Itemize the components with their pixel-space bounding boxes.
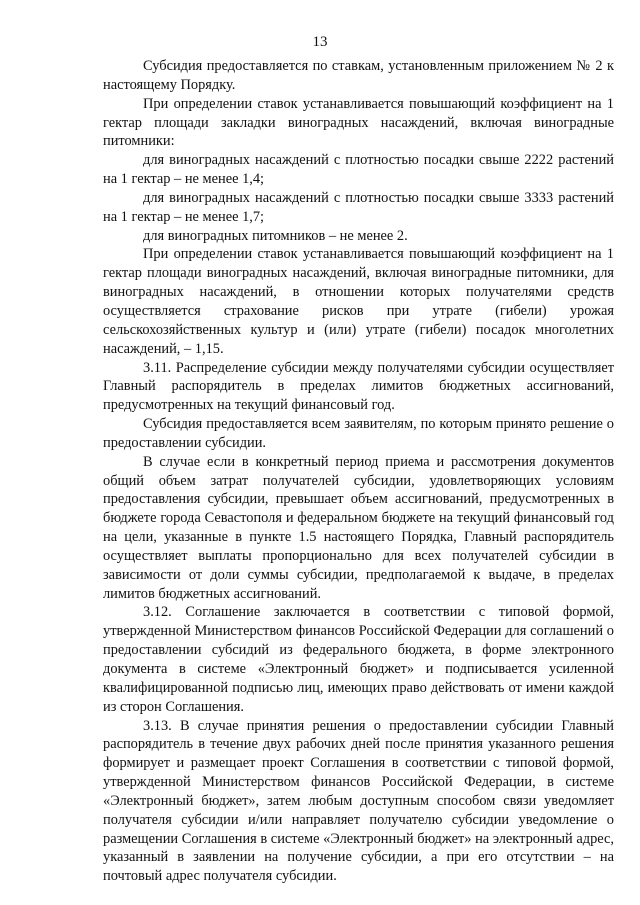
paragraph-3-12: 3.12. Соглашение заключается в соответствии с типовой формой, утвержденной Министерством финансов Российской Федерации для соглашений о предоставлении субсидий из федерального бюджета, в форме электронного документа в системе «Электронный бюджет» и подписывается усиленной квалифицированной подписью лиц, имеющих право действовать от имени каждой из сторон Соглашения. xyxy=(103,604,614,715)
paragraph-insurance-coefficient: При определении ставок устанавливается повышающий коэффициент на 1 гектар площади виноградных насаждений, включая виноградные питомники, для виноградных насаждений, в отношении которых получателями средств осуществляется страхование рисков при утрате (гибели) урожая сельскохозяйственных культур и (или) утрате (гибели) посадок многолетних насаждений, – 1,15. xyxy=(103,246,614,357)
paragraph-3-13: 3.13. В случае принятия решения о предоставлении субсидии Главный распорядитель в течение двух рабочих дней после принятия указанного решения формирует и размещает проект Соглашения в соответствии с типовой формой, утвержденной Министерством финансов Российской Федерации, в системе «Электронный бюджет», затем любым доступным способом связи уведомляет получателя субсидии и/или направляет получателю субсидии уведомление о размещении Соглашения в системе «Электронный бюджет» на электронный адрес, указанный в заявлении на получение субсидии, а при его отсутствии – на почтовый адрес получателя субсидии. xyxy=(103,717,614,885)
paragraph-3-11: 3.11. Распределение субсидии между получателями субсидии осуществляет Главный распорядитель в пределах лимитов бюджетных ассигнований, предусмотренных на текущий финансовый год. xyxy=(103,359,614,414)
paragraph-coefficient-intro: При определении ставок устанавливается повышающий коэффициент на 1 гектар площади закладки виноградных насаждений, включая виноградные питомники: xyxy=(103,95,614,150)
page-number: 13 xyxy=(312,34,328,50)
paragraph-density-2222: для виноградных насаждений с плотностью посадки свыше 2222 растений на 1 гектар – не менее 1,4; xyxy=(103,152,614,188)
paragraph-proportional-payments: В случае если в конкретный период приема и рассмотрения документов общий объем затрат получателей субсидии, удовлетворяющих условиям предоставления субсидии, превышает объем ассигнований, предусмотренных в бюджете города Севастополя и федеральном бюджете на текущий финансовый год на цели, указанные в пункте 1.5 настоящего Порядка, Главный распорядитель осуществляет выплаты пропорционально для всех получателей субсидии в зависимости от доли суммы субсидии, предполагаемой к выдаче, в пределах лимитов бюджетных ассигнований. xyxy=(103,453,614,602)
document-body xyxy=(103,57,614,886)
paragraph-density-3333: для виноградных насаждений с плотностью посадки свыше 3333 растений на 1 гектар – не менее 1,7; xyxy=(103,189,614,225)
paragraph-all-applicants: Субсидия предоставляется всем заявителям, по которым принято решение о предоставлении субсидии. xyxy=(103,416,614,451)
paragraph-subsidy-rates: Субсидия предоставляется по ставкам, установленным приложением № 2 к настоящему Порядку. xyxy=(103,58,614,93)
paragraph-nurseries: для виноградных питомников – не менее 2. xyxy=(143,227,408,244)
